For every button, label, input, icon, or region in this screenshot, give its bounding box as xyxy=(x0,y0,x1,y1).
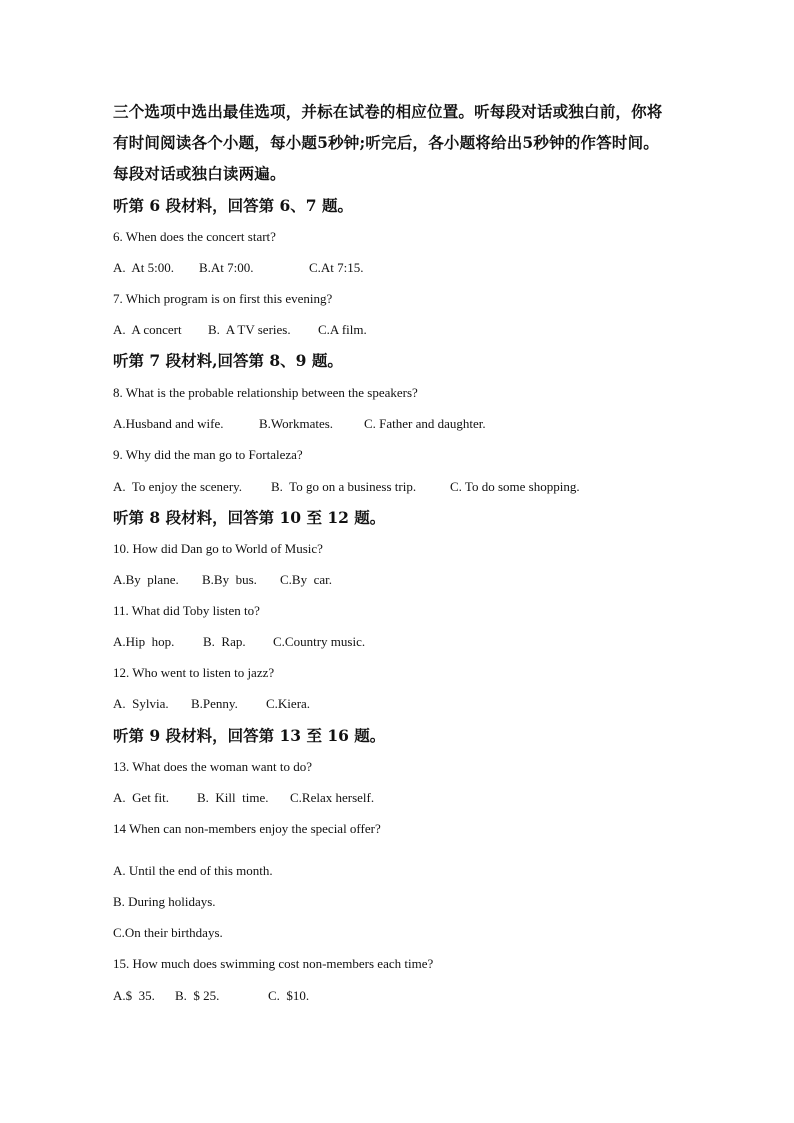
question-15: 15. How much does swimming cost non-members each time? xyxy=(113,956,434,971)
question-14: 14 When can non-members enjoy the special offer? xyxy=(113,821,381,836)
question-8: 8. What is the probable relationship between the speakers? xyxy=(113,385,418,400)
question-11: 11. What did Toby listen to? xyxy=(113,603,260,618)
option-8-b: B.Workmates. xyxy=(259,416,334,431)
option-15-b: B. $ 25. xyxy=(175,988,220,1003)
question-13: 13. What does the woman want to do? xyxy=(113,759,313,774)
option-14-c: C.On their birthdays. xyxy=(113,925,223,940)
option-15-a: A.$ 35. xyxy=(113,988,155,1003)
option-11-a: A.Hip hop. xyxy=(113,634,175,649)
question-7: 7. Which program is on first this evening? xyxy=(113,291,333,306)
option-12-c: C.Kiera. xyxy=(266,696,311,711)
section-title-8: 听第 8 段材料，回答第 10 至 12 题。 xyxy=(113,508,386,527)
option-14-a: A. Until the end of this month. xyxy=(113,863,273,878)
option-14-b: B. During holidays. xyxy=(113,894,216,909)
option-13-b: B. Kill time. xyxy=(197,790,269,805)
option-10-c: C.By car. xyxy=(280,572,332,587)
option-9-b: B. To go on a business trip. xyxy=(271,479,417,494)
option-15-c: C. $10. xyxy=(268,988,310,1003)
option-13-c: C.Relax herself. xyxy=(290,790,375,805)
option-7-c: C.A film. xyxy=(318,322,367,337)
option-6-c: C.At 7:15. xyxy=(309,260,364,275)
question-10: 10. How did Dan go to World of Music? xyxy=(113,541,323,556)
option-7-b: B. A TV series. xyxy=(208,322,291,337)
option-12-b: B.Penny. xyxy=(191,696,238,711)
option-9-a: A. To enjoy the scenery. xyxy=(113,479,243,494)
option-6-b: B.At 7:00. xyxy=(199,260,254,275)
option-7-a: A. A concert xyxy=(113,322,182,337)
question-6: 6. When does the concert start? xyxy=(113,229,276,244)
section-title-7: 听第 7 段材料,回答第 8、9 题。 xyxy=(113,351,343,370)
section-title-9: 听第 9 段材料，回答第 13 至 16 题。 xyxy=(113,726,386,745)
option-8-a: A.Husband and wife. xyxy=(113,416,224,431)
instructions-line-3: 每段对话或独白读两遍。 xyxy=(113,164,286,183)
option-12-a: A. Sylvia. xyxy=(113,696,169,711)
instructions-line-2: 有时间阅读各个小题，每小题5秒钟;听完后，各小题将给出5秒钟的作答时间。 xyxy=(113,133,659,152)
question-12: 12. Who went to listen to jazz? xyxy=(113,665,275,680)
option-11-c: C.Country music. xyxy=(273,634,366,649)
option-9-c: C. To do some shopping. xyxy=(450,479,580,494)
question-9: 9. Why did the man go to Fortaleza? xyxy=(113,447,303,462)
option-6-a: A. At 5:00. xyxy=(113,260,175,275)
option-11-b: B. Rap. xyxy=(203,634,246,649)
section-title-6: 听第 6 段材料，回答第 6、7 题。 xyxy=(113,196,353,215)
option-10-a: A.By plane. xyxy=(113,572,179,587)
option-10-b: B.By bus. xyxy=(202,572,257,587)
instructions-line-1: 三个选项中选出最佳选项，并标在试卷的相应位置。听每段对话或独白前，你将 xyxy=(113,102,663,121)
option-13-a: A. Get fit. xyxy=(113,790,169,805)
option-8-c: C. Father and daughter. xyxy=(364,416,486,431)
